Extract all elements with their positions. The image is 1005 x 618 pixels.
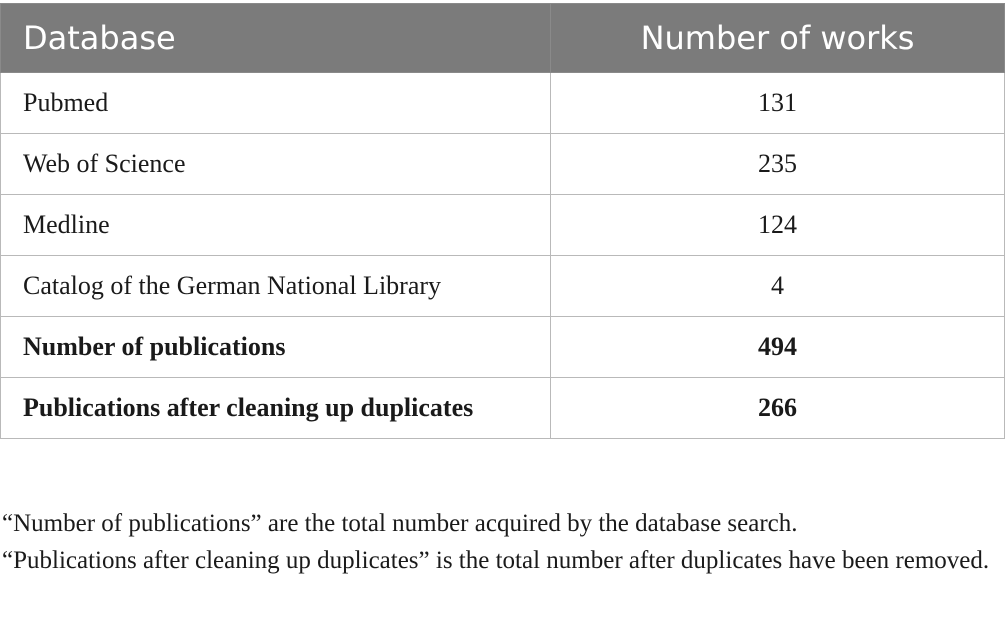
database-name: Web of Science <box>1 134 551 195</box>
table-row <box>1 195 1005 256</box>
database-name: Medline <box>1 195 551 256</box>
total-label: Number of publications <box>1 317 551 378</box>
footnote-line: “Number of publications” are the total number acquired by the database search. <box>2 510 798 537</box>
total-row <box>1 317 1005 378</box>
table-row <box>1 134 1005 195</box>
total-count: 494 <box>551 317 1005 378</box>
table-row <box>1 73 1005 134</box>
works-count: 4 <box>551 256 1005 317</box>
database-name: Pubmed <box>1 73 551 134</box>
header-number-of-works: Number of works <box>551 4 1005 73</box>
deduplicated-count: 266 <box>551 378 1005 439</box>
header-database: Database <box>1 4 551 73</box>
works-count: 131 <box>551 73 1005 134</box>
deduplicated-label: Publications after cleaning up duplicates <box>1 378 551 439</box>
deduplicated-row <box>1 378 1005 439</box>
table-row <box>1 256 1005 317</box>
database-name: Catalog of the German National Library <box>1 256 551 317</box>
table-footnote <box>2 505 1002 579</box>
works-count: 235 <box>551 134 1005 195</box>
database-results-table <box>0 3 1005 439</box>
table-header-row <box>1 4 1005 73</box>
works-count: 124 <box>551 195 1005 256</box>
footnote-line: “Publications after cleaning up duplicates” is the total number after duplicates have been removed. <box>2 547 990 574</box>
